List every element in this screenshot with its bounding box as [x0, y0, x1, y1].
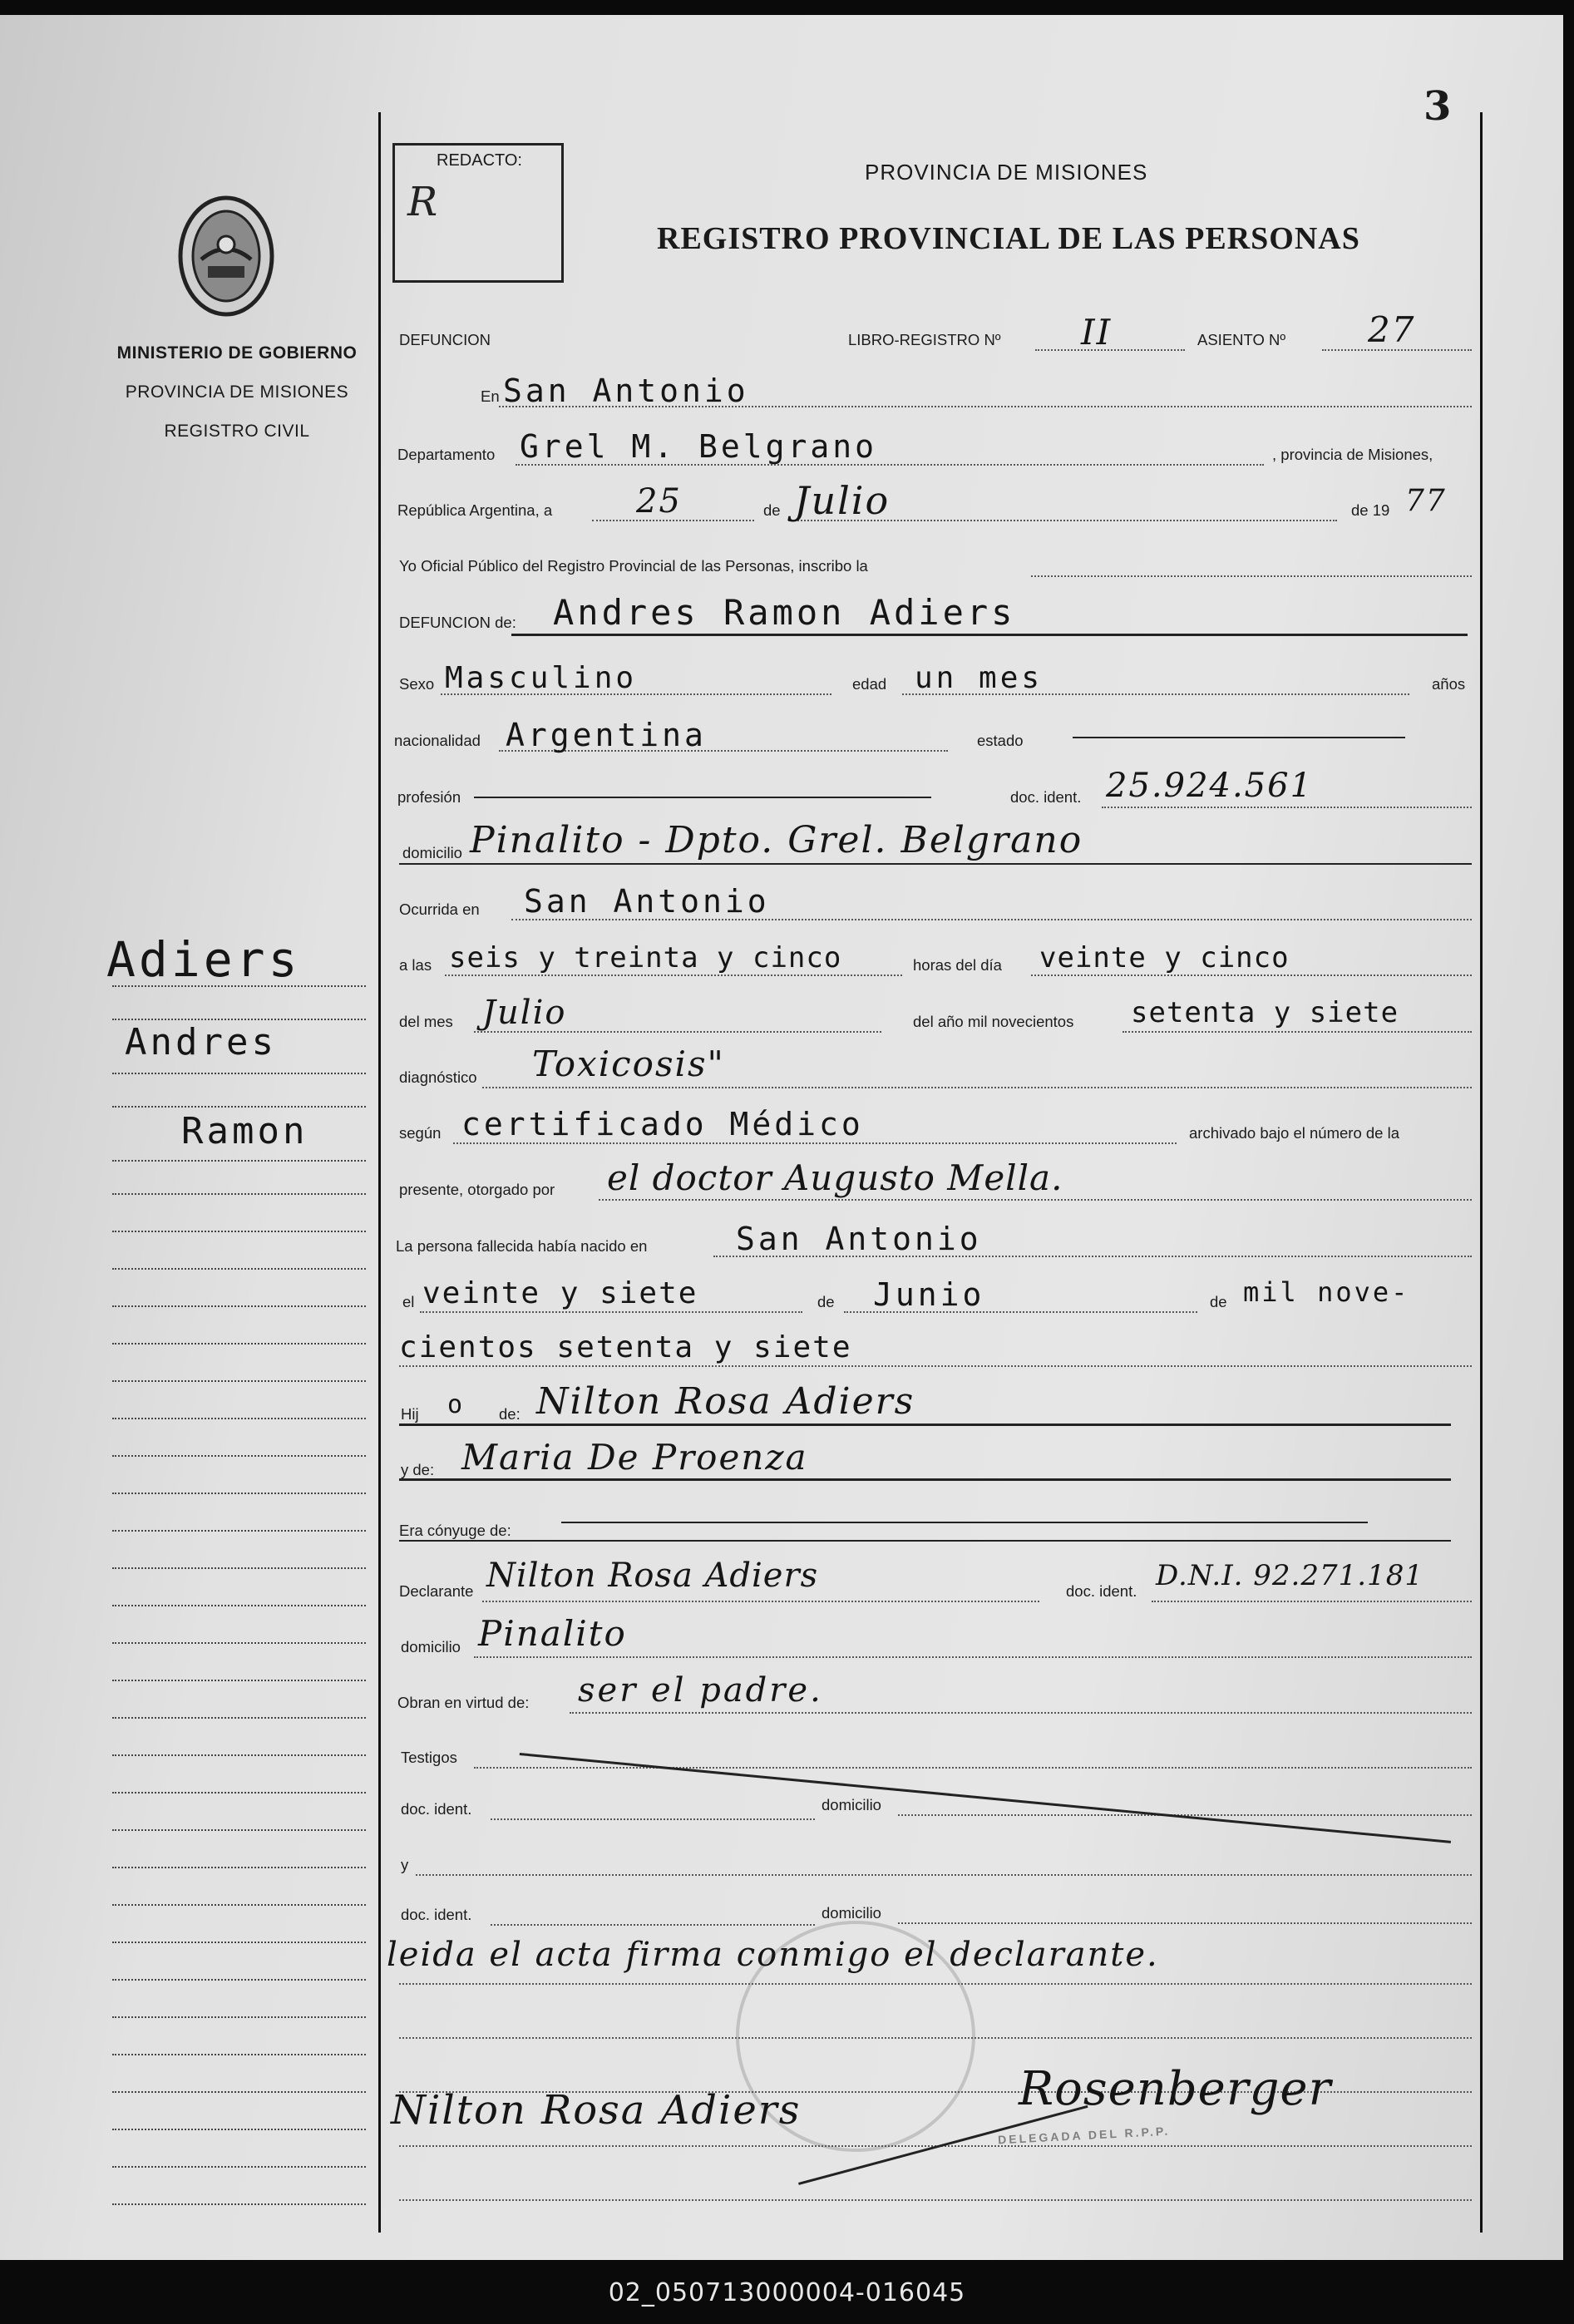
de3-label: de: [1210, 1293, 1227, 1310]
a-las-label: a las: [399, 956, 432, 974]
margin-line: [112, 2166, 366, 2168]
en-value: San Antonio: [503, 373, 749, 409]
el-value: veinte y siete: [422, 1276, 698, 1310]
margin-line: [112, 1106, 366, 1108]
margin-line: [112, 1193, 366, 1195]
margin-line: [112, 1073, 366, 1074]
provincia-suffix: , provincia de Misiones,: [1272, 446, 1433, 463]
testigos-line: [474, 1767, 1472, 1769]
domicilio2-label: domicilio: [401, 1638, 461, 1655]
domicilio-value: Pinalito - Dpto. Grel. Belgrano: [470, 819, 1083, 861]
obran-value: ser el padre.: [578, 1671, 823, 1710]
conyuge-line-2: [399, 1540, 1451, 1542]
margin-line: [112, 1380, 366, 1382]
month-value: Julio: [794, 478, 891, 523]
oficial-text: Yo Oficial Público del Registro Provincial de las Personas, inscribo la: [399, 557, 868, 575]
doc-ident3-label: doc. ident.: [401, 1800, 472, 1818]
leida-line: [399, 1983, 1472, 1985]
nacido-value: San Antonio: [736, 1221, 982, 1257]
domicilio3-label: domicilio: [822, 1796, 881, 1813]
right-rule: [1480, 112, 1483, 2233]
year-label: de 19: [1351, 501, 1390, 519]
doc-ident2-value: D.N.I. 92.271.181: [1156, 1559, 1424, 1592]
domicilio4-line: [898, 1922, 1472, 1924]
margin-line: [112, 1754, 366, 1756]
libro-value: II: [1081, 312, 1113, 353]
declarante-label: Declarante: [399, 1582, 474, 1600]
document-id: 02_050713000004-016045: [608, 2278, 966, 2307]
anio-mil-label: del año mil novecientos: [913, 1013, 1074, 1030]
archivado-label: archivado bajo el número de la: [1189, 1124, 1399, 1142]
blank-line: [399, 2037, 1472, 2039]
ministry-line-2: PROVINCIA DE MISIONES: [125, 382, 349, 402]
de-label: de: [763, 501, 781, 519]
domicilio4-label: domicilio: [822, 1904, 881, 1922]
margin-line: [112, 1829, 366, 1831]
hijo-value: Nilton Rosa Adiers: [536, 1380, 915, 1423]
el-label: el: [402, 1293, 415, 1310]
libro-label: LIBRO-REGISTRO Nº: [848, 331, 1001, 348]
departamento-label: Departamento: [397, 446, 496, 463]
defuncion-label: DEFUNCION: [399, 331, 491, 348]
conyuge-line: [561, 1522, 1368, 1523]
segun-line: [453, 1142, 1177, 1144]
margin-line: [112, 1305, 366, 1307]
margin-line: [112, 1418, 366, 1419]
domicilio2-value: Pinalito: [478, 1613, 627, 1654]
del-mes-label: del mes: [399, 1013, 453, 1030]
margin-line: [112, 2054, 366, 2055]
margin-line: [112, 1904, 366, 1906]
domicilio2-line: [474, 1656, 1472, 1658]
hijo-o: o: [447, 1390, 466, 1419]
ocurrida-label: Ocurrida en: [399, 900, 480, 918]
blank-line: [399, 2199, 1472, 2201]
declarante-value: Nilton Rosa Adiers: [486, 1557, 819, 1595]
left-rule: [378, 112, 381, 2233]
segun-label: según: [399, 1124, 442, 1142]
ministry-line-1: MINISTERIO DE GOBIERNO: [116, 343, 358, 363]
domicilio-label: domicilio: [402, 844, 462, 861]
margin-line: [112, 1268, 366, 1270]
en-label: En: [481, 387, 500, 405]
hijo-de-label: de:: [499, 1405, 521, 1423]
year-value: 77: [1405, 484, 1447, 518]
edad-value: un mes: [915, 661, 1044, 695]
margin-line: [112, 1343, 366, 1345]
margin-line: [112, 2091, 366, 2093]
profesion-label: profesión: [397, 788, 461, 806]
de2-label: de: [817, 1293, 835, 1310]
testigos-label: Testigos: [401, 1749, 457, 1766]
ocurrida-value: San Antonio: [524, 883, 770, 920]
de3-value: mil nove-: [1243, 1276, 1410, 1308]
day-value: 25: [636, 482, 682, 521]
redacto-label: REDACTO:: [437, 151, 522, 170]
hijo-line: [399, 1424, 1451, 1426]
nacido-label: La persona fallecida había nacido en: [396, 1237, 648, 1255]
sexo-value: Masculino: [445, 661, 638, 695]
obran-label: Obran en virtud de:: [397, 1694, 530, 1711]
page-number: 3: [1424, 83, 1452, 130]
doc-ident-line: [1102, 807, 1472, 808]
sexo-label: Sexo: [399, 675, 435, 693]
margin-line: [112, 1231, 366, 1232]
conyuge-label: Era cónyuge de:: [399, 1522, 511, 1539]
obran-line: [570, 1712, 1472, 1714]
nacionalidad-value: Argentina: [506, 717, 707, 753]
doc-ident4-label: doc. ident.: [401, 1906, 472, 1923]
asiento-value: 27: [1368, 309, 1416, 350]
margin-line: [112, 1530, 366, 1532]
margin-line: [112, 1019, 366, 1020]
a-las-line: [445, 975, 902, 976]
margin-line: [112, 1979, 366, 1981]
margin-first-name: Andres: [125, 1021, 277, 1063]
registry-heading: REGISTRO PROVINCIAL DE LAS PERSONAS: [657, 221, 1360, 256]
margin-line: [112, 1605, 366, 1606]
defuncion-de-label: DEFUNCION de:: [399, 614, 516, 631]
doc-ident2-line: [1152, 1601, 1472, 1602]
asiento-label: ASIENTO Nº: [1197, 331, 1286, 348]
margin-line: [112, 1642, 366, 1644]
nacionalidad-label: nacionalidad: [394, 732, 481, 749]
delegada-stamp: DELEGADA DEL R.P.P.: [997, 2124, 1171, 2147]
republica-label: República Argentina, a: [397, 501, 553, 519]
officer-signature: Rosenberger: [1019, 2062, 1332, 2116]
margin-line: [112, 1680, 366, 1681]
margin-line: [112, 1567, 366, 1569]
coat-of-arms-seal: [176, 193, 276, 319]
horas-value: veinte y cinco: [1039, 941, 1290, 975]
doc-ident3-line: [491, 1818, 815, 1820]
declarante-line: [482, 1601, 1039, 1602]
ministry-line-3: REGISTRO CIVIL: [164, 422, 310, 441]
margin-line: [112, 1942, 366, 1943]
domicilio-line: [399, 863, 1472, 865]
estado-label: estado: [977, 732, 1024, 749]
anio-mil-value: setenta y siete: [1131, 996, 1399, 1029]
margin-line: [112, 1717, 366, 1719]
departamento-value: Grel M. Belgrano: [520, 428, 878, 465]
province-heading: PROVINCIA DE MISIONES: [865, 160, 1148, 185]
presente-line: [599, 1199, 1472, 1201]
margin-line: [112, 1867, 366, 1868]
defuncion-de-line: [511, 634, 1468, 636]
declarant-signature: Nilton Rosa Adiers: [391, 2087, 802, 2134]
margin-surname: Adiers: [106, 931, 301, 988]
margin-line: [112, 1160, 366, 1162]
margin-line: [112, 2203, 366, 2205]
margin-line: [112, 2016, 366, 2018]
profesion-line: [474, 797, 931, 798]
anos-label: años: [1432, 675, 1466, 693]
yde-value: Maria De Proenza: [461, 1437, 808, 1478]
margin-line: [112, 1455, 366, 1457]
edad-label: edad: [852, 675, 887, 693]
diagnostico-value: Toxicosis": [532, 1044, 725, 1084]
hijo-label: Hij: [401, 1405, 419, 1423]
del-mes-value: Julio: [482, 994, 567, 1032]
estado-line: [1073, 737, 1405, 738]
presente-label: presente, otorgado por: [399, 1181, 555, 1198]
doc-ident4-line: [491, 1924, 815, 1926]
diagnostico-line: [482, 1087, 1472, 1088]
horas-line: [1031, 975, 1472, 976]
oficial-line: [1031, 575, 1472, 577]
doc-ident-value: 25.924.561: [1106, 767, 1314, 805]
presente-value: el doctor Augusto Mella.: [607, 1157, 1063, 1198]
doc-ident-label: doc. ident.: [1010, 788, 1082, 806]
redacto-signature: R: [407, 179, 438, 225]
margin-line: [112, 985, 366, 987]
yde-label: y de:: [401, 1461, 435, 1478]
margin-line: [112, 1792, 366, 1794]
cont-line: [399, 1365, 1472, 1367]
margin-second-name: Ramon: [181, 1110, 308, 1152]
diagnostico-label: diagnóstico: [399, 1068, 477, 1086]
leida-value: leida el acta firma conmigo el declarante.: [387, 1936, 1159, 1974]
doc-ident2-label: doc. ident.: [1066, 1582, 1137, 1600]
cont-value: cientos setenta y siete: [399, 1330, 852, 1364]
a-las-value: seis y treinta y cinco: [449, 941, 842, 975]
horas-label: horas del día: [913, 956, 1002, 974]
margin-line: [112, 2129, 366, 2130]
el-line: [420, 1311, 802, 1313]
segun-value: certificado Médico: [461, 1106, 864, 1142]
anio-mil-line: [1123, 1031, 1472, 1033]
de2-value: Junio: [873, 1276, 985, 1313]
yde-line: [399, 1478, 1451, 1481]
y-line: [416, 1874, 1472, 1876]
margin-line: [112, 1493, 366, 1494]
defuncion-de-value: Andres Ramon Adiers: [553, 592, 1016, 633]
y-label: y: [401, 1856, 409, 1873]
